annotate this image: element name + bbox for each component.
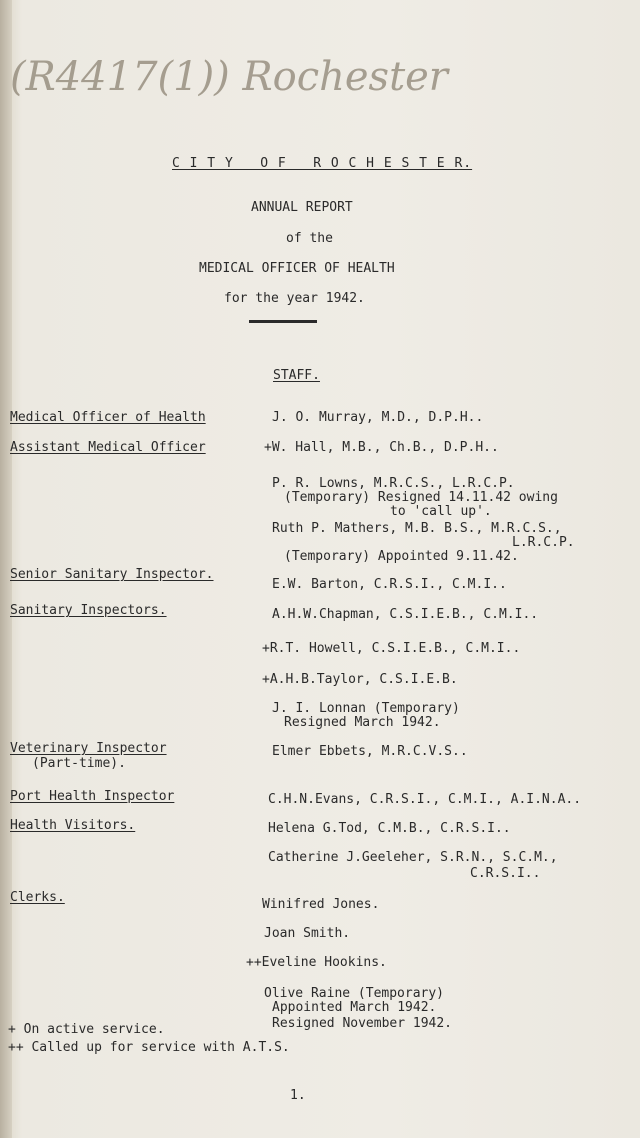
report-title-line3: MEDICAL OFFICER OF HEALTH	[199, 261, 395, 276]
entry-amo-3-line1: Ruth P. Mathers, M.B. B.S., M.R.C.S.,	[272, 521, 562, 536]
footnote-called-up: ++ Called up for service with A.T.S.	[8, 1040, 290, 1055]
role-amo: Assistant Medical Officer	[10, 440, 206, 455]
entry-sanitary-1: A.H.W.Chapman, C.S.I.E.B., C.M.I..	[272, 607, 539, 622]
entry-health-visitor-2-line2: C.R.S.I..	[470, 866, 541, 881]
entry-sanitary-3: +A.H.B.Taylor, C.S.I.E.B.	[262, 672, 458, 687]
divider-rule	[249, 320, 317, 323]
entry-clerk-3: ++Eveline Hookins.	[246, 955, 387, 970]
role-senior-sanitary: Senior Sanitary Inspector.	[10, 567, 214, 582]
entry-amo-3-line2: L.R.C.P.	[512, 535, 575, 550]
page-number: 1.	[290, 1088, 306, 1103]
entry-sanitary-4-line1: J. I. Lonnan (Temporary)	[272, 701, 460, 716]
entry-amo-2-line3: to 'call up'.	[390, 504, 492, 519]
entry-moh: J. O. Murray, M.D., D.P.H..	[272, 410, 484, 425]
role-port-health: Port Health Inspector	[10, 789, 175, 804]
entry-clerk-4-line2: Appointed March 1942.	[272, 1000, 437, 1015]
report-title-line1: ANNUAL REPORT	[251, 200, 353, 215]
entry-amo-2-line2: (Temporary) Resigned 14.11.42 owing	[284, 490, 558, 505]
city-title: C I T Y O F R O C H E S T E R.	[172, 156, 473, 171]
entry-sanitary-4-line2: Resigned March 1942.	[284, 715, 441, 730]
role-moh: Medical Officer of Health	[10, 410, 206, 425]
entry-health-visitor-1: Helena G.Tod, C.M.B., C.R.S.I..	[268, 821, 511, 836]
report-title-line2: of the	[286, 231, 333, 246]
entry-amo-2-line1: P. R. Lowns, M.R.C.S., L.R.C.P.	[272, 476, 515, 491]
report-title-line4: for the year 1942.	[224, 291, 365, 306]
handwritten-reference	[10, 28, 448, 118]
svg-text:(R4417(1)) Rochester: (R4417(1)) Rochester	[10, 54, 448, 100]
staff-heading: STAFF.	[273, 368, 320, 383]
entry-veterinary: Elmer Ebbets, M.R.C.V.S..	[272, 744, 468, 759]
role-clerks: Clerks.	[10, 890, 65, 905]
entry-clerk-4-line1: Olive Raine (Temporary)	[264, 986, 445, 1001]
role-veterinary: Veterinary Inspector	[10, 741, 167, 756]
entry-senior-sanitary: E.W. Barton, C.R.S.I., C.M.I..	[272, 577, 507, 592]
role-sanitary: Sanitary Inspectors.	[10, 603, 167, 618]
entry-clerk-2: Joan Smith.	[264, 926, 351, 941]
footnote-active-service: + On active service.	[8, 1022, 165, 1037]
role-health-visitors: Health Visitors.	[10, 818, 136, 833]
entry-amo-3-line3: (Temporary) Appointed 9.11.42.	[284, 549, 519, 564]
entry-sanitary-2: +R.T. Howell, C.S.I.E.B., C.M.I..	[262, 641, 521, 656]
entry-clerk-1: Winifred Jones.	[262, 897, 380, 912]
entry-amo-1: +W. Hall, M.B., Ch.B., D.P.H..	[264, 440, 499, 455]
entry-port-health: C.H.N.Evans, C.R.S.I., C.M.I., A.I.N.A..	[268, 792, 582, 807]
entry-clerk-4-line3: Resigned November 1942.	[272, 1016, 453, 1031]
entry-health-visitor-2-line1: Catherine J.Geeleher, S.R.N., S.C.M.,	[268, 850, 558, 865]
role-veterinary-sub: (Part-time).	[32, 756, 126, 771]
